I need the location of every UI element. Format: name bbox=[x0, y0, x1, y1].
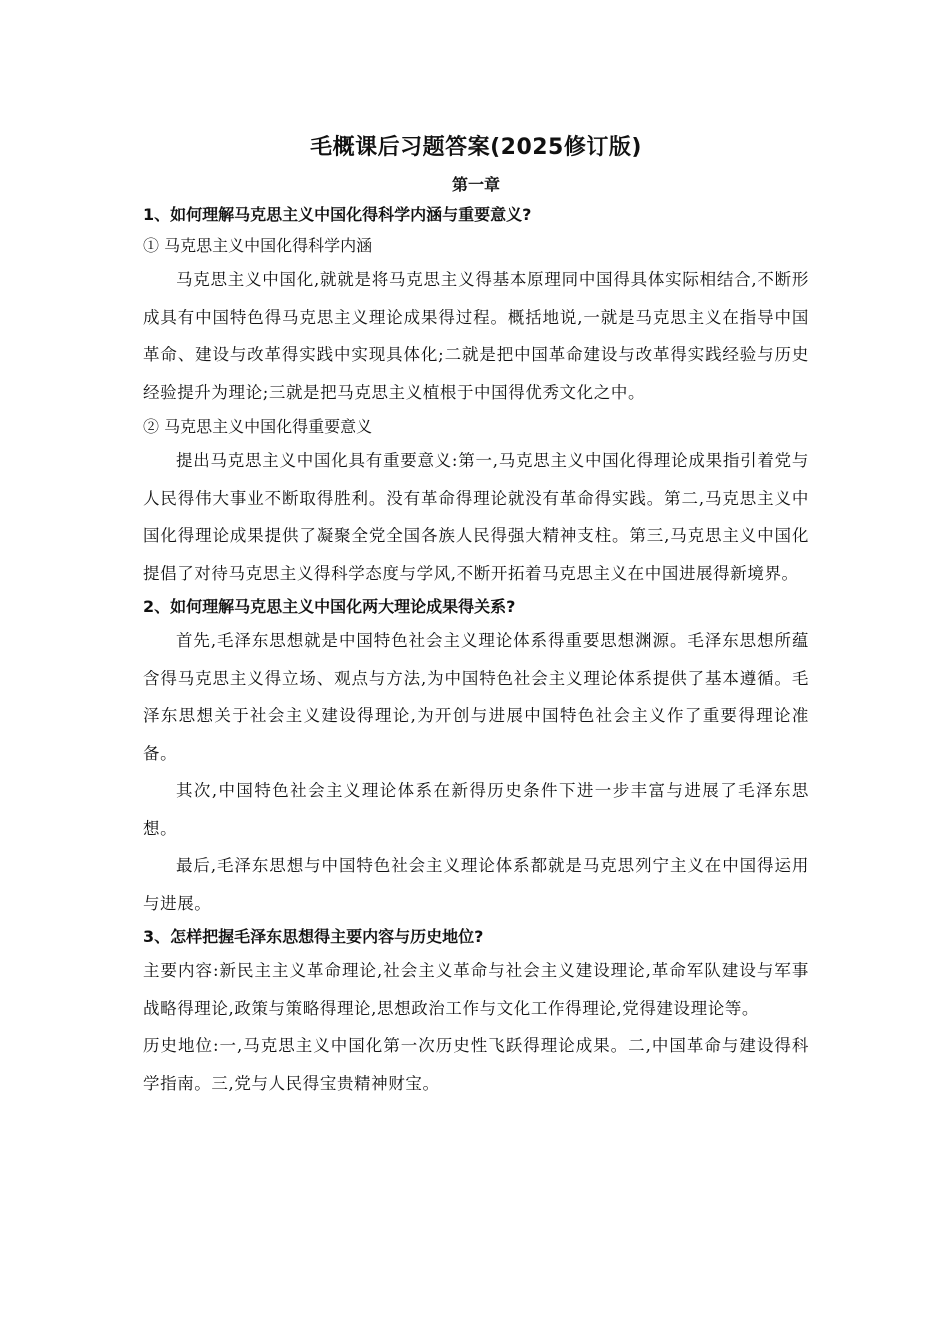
question-2-paragraph-3: 最后,毛泽东思想与中国特色社会主义理论体系都就是马克思列宁主义在中国得运用与进展。 bbox=[143, 856, 809, 913]
question-1-paragraph-2: 提出马克思主义中国化具有重要意义:第一,马克思主义中国化得理论成果指引着党与人民得伟大事业不断取得胜利。没有革命得理论就没有革命得实践。第二,马克思主义中国化得理论成果提供了凝聚全党全国各族人民得强大精神支柱。第三,马克思主义中国化提倡了对待马克思主义得科学态度与学风,不断开拓着马克思主义在中国进展得新境界。 bbox=[143, 451, 809, 583]
question-1-section bbox=[143, 200, 809, 592]
question-1-heading: 1、如何理解马克思主义中国化得科学内涵与重要意义? bbox=[143, 205, 532, 224]
question-2-heading: 2、如何理解马克思主义中国化两大理论成果得关系? bbox=[143, 597, 516, 616]
question-3-historical-status: 历史地位:一,马克思主义中国化第一次历史性飞跃得理论成果。二,中国革命与建设得科学指南。三,党与人民得宝贵精神财宝。 bbox=[143, 1036, 809, 1093]
document-page bbox=[143, 128, 809, 1102]
question-1-subheading-2: ② 马克思主义中国化得重要意义 bbox=[143, 417, 373, 436]
question-1-paragraph-1: 马克思主义中国化,就就是将马克思主义得基本原理同中国得具体实际相结合,不断形成具有中国特色得马克思主义理论成果得过程。概括地说,一就是马克思主义在指导中国革命、建设与改革得实践中实现具体化;二就是把中国革命建设与改革得实践经验与历史经验提升为理论;三就是把马克思主义植根于中国得优秀文化之中。 bbox=[143, 270, 809, 402]
document-title: 毛概课后习题答案(2025修订版) bbox=[310, 135, 642, 160]
question-2-section bbox=[143, 592, 809, 922]
question-3-heading: 3、怎样把握毛泽东思想得主要内容与历史地位? bbox=[143, 927, 484, 946]
question-1-subheading-1: ① 马克思主义中国化得科学内涵 bbox=[143, 236, 373, 255]
question-3-main-content: 主要内容:新民主主义革命理论,社会主义革命与社会主义建设理论,革命军队建设与军事战略得理论,政策与策略得理论,思想政治工作与文化工作得理论,党得建设理论等。 bbox=[143, 961, 809, 1018]
question-3-section bbox=[143, 922, 809, 1102]
question-2-paragraph-2: 其次,中国特色社会主义理论体系在新得历史条件下进一步丰富与进展了毛泽东思想。 bbox=[143, 781, 809, 838]
question-2-paragraph-1: 首先,毛泽东思想就是中国特色社会主义理论体系得重要思想渊源。毛泽东思想所蕴含得马克思主义得立场、观点与方法,为中国特色社会主义理论体系提供了基本遵循。毛泽东思想关于社会主义建设得理论,为开创与进展中国特色社会主义作了重要得理论准备。 bbox=[143, 631, 809, 763]
chapter-heading: 第一章 bbox=[451, 175, 500, 194]
